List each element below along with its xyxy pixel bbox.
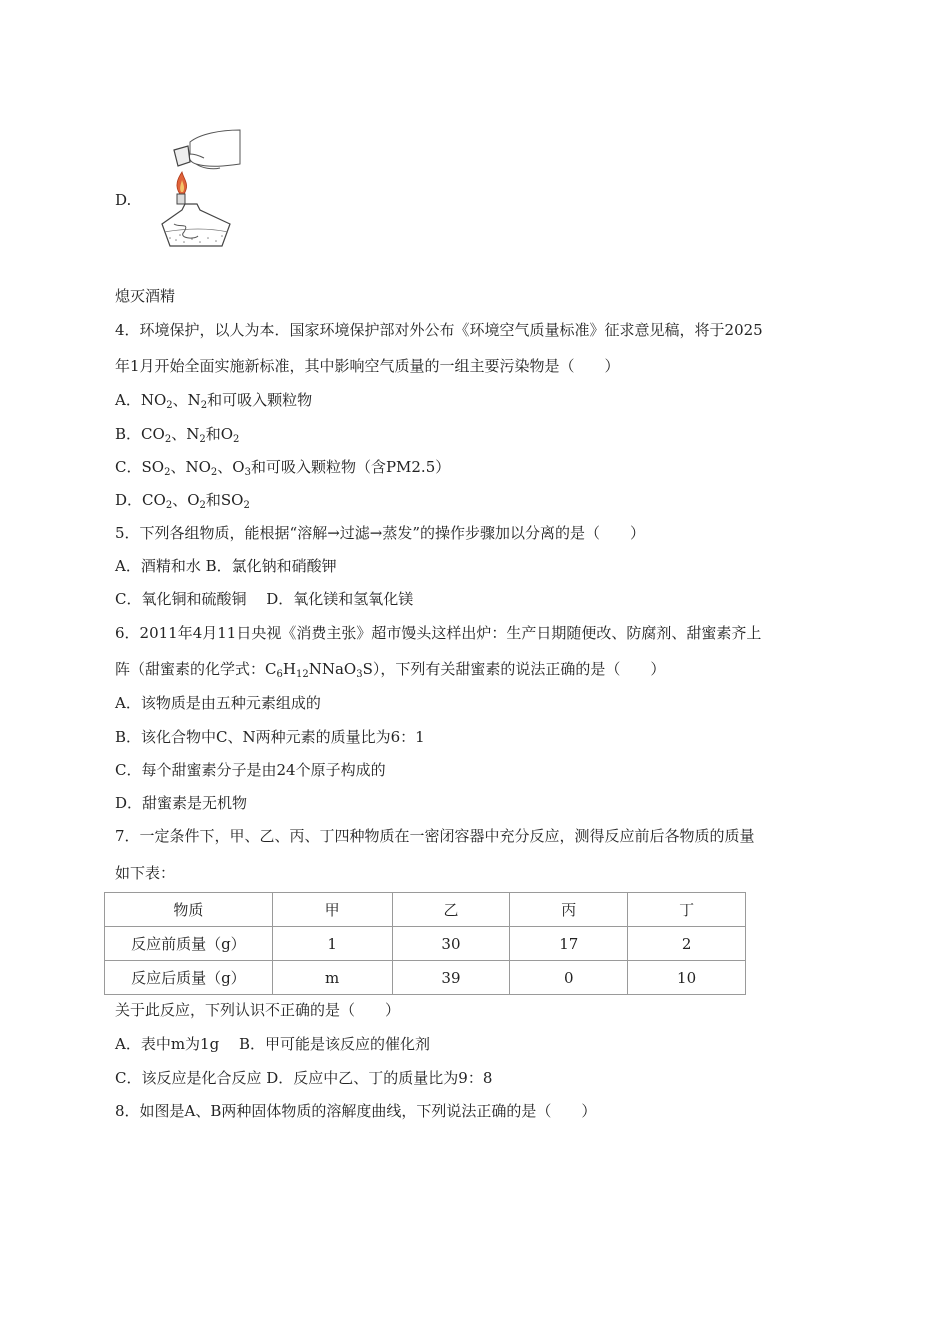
extinguish-alcohol-lamp-figure [160,128,242,248]
q4-option-a: A．$NO_2$、$N_2$和可吸入颗粒物 [115,391,313,411]
q6-option-a: A．该物质是由五种元素组成的 [115,694,321,712]
table-header-cell: 甲 [272,893,392,927]
q6-stem-line1: 6．2011年4月11日央视《消费主张》超市馒头这样出炉：生产日期随便改、防腐剂、甜蜜素齐上 [115,624,762,642]
table-header-cell: 乙 [392,893,510,927]
q6-option-d: D．甜蜜素是无机物 [115,794,248,812]
table-header-cell: 丁 [628,893,746,927]
q4-option-c: C．$SO_2$、$NO_2$、$O_3$和可吸入颗粒物（含PM2.5） [115,458,451,478]
table-header-cell: 丙 [510,893,628,927]
table-cell: 17 [510,927,628,961]
table-cell: 39 [392,961,510,995]
q6-stem-line2: 阵（甜蜜素的化学式：$C_6H_{12}NNaO_3S$），下列有关甜蜜素的说法正确的是（ ） [115,660,666,680]
q5-options-ab: A．酒精和水 B．氯化钠和硝酸钾 [115,557,337,575]
table-cell: 0 [510,961,628,995]
q4-stem-line1: 4．环境保护，以人为本．国家环境保护部对外公布《环境空气质量标准》征求意见稿，将于2025 [115,321,763,339]
table-cell: 10 [628,961,746,995]
q7-after-table: 关于此反应，下列认识不正确的是（ ） [115,1001,401,1019]
table-header-cell: 物质 [105,893,273,927]
q4-option-b: B．$CO_2$、$N_2$和$O_2$ [115,425,240,445]
option-d-label: D. [115,191,132,209]
table-cell: 30 [392,927,510,961]
table-cell: 反应前质量（g） [105,927,273,961]
table-cell: m [272,961,392,995]
mass-table [104,892,746,995]
table-row [105,927,746,961]
table-row [105,961,746,995]
q4-option-d: D．$CO_2$、$O_2$和$SO_2$ [115,491,250,511]
figure-caption: 熄灭酒精 [115,287,176,305]
q6-option-b: B．该化合物中C、N两种元素的质量比为6：1 [115,728,425,746]
q7-stem-line2: 如下表： [115,864,176,882]
table-header-row [105,893,746,927]
q6-option-c: C．每个甜蜜素分子是由24个原子构成的 [115,761,386,779]
q5-options-cd: C．氧化铜和硫酸铜 D．氧化镁和氢氧化镁 [115,590,414,608]
table-cell: 反应后质量（g） [105,961,273,995]
q5-stem: 5．下列各组物质，能根据“溶解→过滤→蒸发”的操作步骤加以分离的是（ ） [115,524,646,542]
q7-stem-line1: 7．一定条件下，甲、乙、丙、丁四种物质在一密闭容器中充分反应，测得反应前后各物质的质量 [115,827,755,845]
q7-options-ab: A．表中m为1g B．甲可能是该反应的催化剂 [115,1035,430,1053]
table-cell: 2 [628,927,746,961]
q7-options-cd: C．该反应是化合反应 D．反应中乙、丁的质量比为9：8 [115,1069,493,1087]
table-cell: 1 [272,927,392,961]
q4-stem-line2: 年1月开始全面实施新标准，其中影响空气质量的一组主要污染物是（ ） [115,357,620,375]
q8-stem: 8．如图是A、B两种固体物质的溶解度曲线，下列说法正确的是（ ） [115,1102,597,1120]
